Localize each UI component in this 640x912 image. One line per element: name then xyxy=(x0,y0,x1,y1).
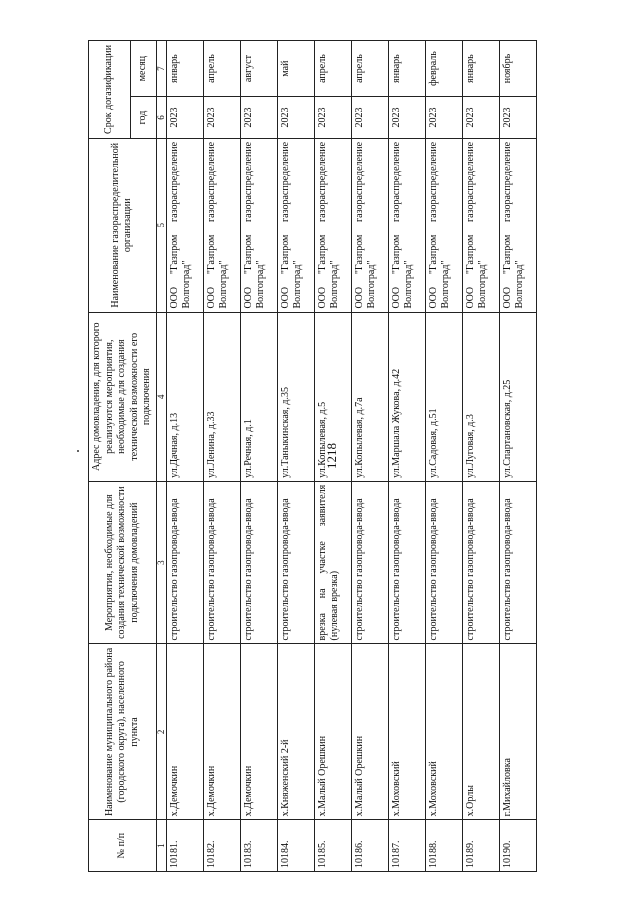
settlement-cell: х.Демочкин xyxy=(166,644,203,820)
address-cell: ул.Садовая, д.51 xyxy=(425,312,462,481)
month-cell: апрель xyxy=(351,41,388,97)
table-row xyxy=(388,41,425,872)
measure-cell: строительство газопровода-ввода xyxy=(388,481,425,644)
settlement-cell: х.Малый Орешкин xyxy=(351,644,388,820)
address-cell: ул.Спартановская, д.25 xyxy=(499,312,536,481)
measure-cell: строительство газопровода-ввода xyxy=(425,481,462,644)
header-month: месяц xyxy=(131,41,156,97)
organization-cell: ООО "Газпром газораспределение Волгоград" xyxy=(203,138,240,312)
organization-cell: ООО "Газпром газораспределение Волгоград" xyxy=(277,138,314,312)
organization-cell: ООО "Газпром газораспределение Волгоград" xyxy=(499,138,536,312)
table-row xyxy=(499,41,536,872)
header-deadline: Срок догазификации xyxy=(89,41,131,139)
address-cell: ул.Луговая, д.3 xyxy=(462,312,499,481)
organization-cell: ООО "Газпром газораспределение Волгоград" xyxy=(351,138,388,312)
month-cell: январь xyxy=(166,41,203,97)
table-row xyxy=(314,41,351,872)
header-measures: Мероприятия, необходимые для создания технической возможности подключения домовладений xyxy=(89,481,157,644)
settlement-cell: х.Княженский 2-й xyxy=(277,644,314,820)
row-number: 10185. xyxy=(314,820,351,872)
measure-cell: строительство газопровода-ввода xyxy=(277,481,314,644)
row-number: 10183. xyxy=(240,820,277,872)
header-num: № п/п xyxy=(89,820,157,872)
month-cell: февраль xyxy=(425,41,462,97)
measure-cell: строительство газопровода-ввода xyxy=(166,481,203,644)
month-cell: апрель xyxy=(314,41,351,97)
rotated-table-wrapper xyxy=(88,40,640,872)
settlement-cell: г.Михайловка xyxy=(499,644,536,820)
column-number: 5 xyxy=(156,138,166,312)
year-cell: 2023 xyxy=(499,97,536,139)
table-row xyxy=(203,41,240,872)
month-cell: январь xyxy=(388,41,425,97)
address-cell: ул.Копылевая, д.5 xyxy=(314,312,351,481)
year-cell: 2023 xyxy=(240,97,277,139)
settlement-cell: х.Малый Орешкин xyxy=(314,644,351,820)
settlement-cell: х.Моховский xyxy=(425,644,462,820)
gasification-table xyxy=(88,40,537,872)
organization-cell: ООО "Газпром газораспределение Волгоград" xyxy=(240,138,277,312)
measure-cell: строительство газопровода-ввода xyxy=(351,481,388,644)
column-number: 6 xyxy=(156,97,166,139)
row-number: 10182. xyxy=(203,820,240,872)
measure-cell: строительство газопровода-ввода xyxy=(499,481,536,644)
address-cell: ул.Ленина, д.33 xyxy=(203,312,240,481)
row-number: 10189. xyxy=(462,820,499,872)
organization-cell: ООО "Газпром газораспределение Волгоград" xyxy=(388,138,425,312)
row-number: 10188. xyxy=(425,820,462,872)
column-number: 3 xyxy=(156,481,166,644)
organization-cell: ООО "Газпром газораспределение Волгоград" xyxy=(462,138,499,312)
table-row xyxy=(425,41,462,872)
organization-cell: ООО "Газпром газораспределение Волгоград" xyxy=(166,138,203,312)
measure-cell: строительство газопровода-ввода xyxy=(240,481,277,644)
organization-cell: ООО "Газпром газораспределение Волгоград" xyxy=(314,138,351,312)
measure-cell: врезка на участке заявителя (нулевая врезка) xyxy=(314,481,351,644)
organization-cell: ООО "Газпром газораспределение Волгоград" xyxy=(425,138,462,312)
header-organization: Наименование газораспределительной организации xyxy=(89,138,157,312)
row-number: 10186. xyxy=(351,820,388,872)
table-row xyxy=(351,41,388,872)
table-row xyxy=(240,41,277,872)
settlement-cell: х.Орлы xyxy=(462,644,499,820)
settlement-cell: х.Моховский xyxy=(388,644,425,820)
year-cell: 2023 xyxy=(314,97,351,139)
address-cell: ул.Копылевая, д.7а xyxy=(351,312,388,481)
table-body xyxy=(166,41,536,872)
year-cell: 2023 xyxy=(425,97,462,139)
address-cell: ул.Маршала Жукова, д.42 xyxy=(388,312,425,481)
column-number: 1 xyxy=(156,820,166,872)
measure-cell: строительство газопровода-ввода xyxy=(203,481,240,644)
row-number: 10181. xyxy=(166,820,203,872)
column-number: 2 xyxy=(156,644,166,820)
month-cell: апрель xyxy=(203,41,240,97)
row-number: 10190. xyxy=(499,820,536,872)
table-row xyxy=(462,41,499,872)
stray-dot xyxy=(77,450,79,452)
column-numbers-row xyxy=(156,41,166,872)
table-row xyxy=(277,41,314,872)
month-cell: май xyxy=(277,41,314,97)
header-year: год xyxy=(131,97,156,139)
year-cell: 2023 xyxy=(351,97,388,139)
table-row xyxy=(166,41,203,872)
settlement-cell: х.Демочкин xyxy=(203,644,240,820)
header-address: Адрес домовладения, для которого реализуются мероприятия, необходимые для создания технической возможности его подключения xyxy=(89,312,157,481)
year-cell: 2023 xyxy=(166,97,203,139)
year-cell: 2023 xyxy=(203,97,240,139)
settlement-cell: х.Демочкин xyxy=(240,644,277,820)
address-cell: ул.Речная, д.1 xyxy=(240,312,277,481)
row-number: 10187. xyxy=(388,820,425,872)
year-cell: 2023 xyxy=(462,97,499,139)
measure-cell: строительство газопровода-ввода xyxy=(462,481,499,644)
year-cell: 2023 xyxy=(388,97,425,139)
address-cell: ул.Дачная, д.13 xyxy=(166,312,203,481)
column-number: 4 xyxy=(156,312,166,481)
month-cell: ноябрь xyxy=(499,41,536,97)
column-number: 7 xyxy=(156,41,166,97)
month-cell: январь xyxy=(462,41,499,97)
row-number: 10184. xyxy=(277,820,314,872)
month-cell: август xyxy=(240,41,277,97)
header-settlement: Наименование муниципального района (городского округа), населенного пункта xyxy=(89,644,157,820)
address-cell: ул.Таныкинская, д.35 xyxy=(277,312,314,481)
year-cell: 2023 xyxy=(277,97,314,139)
